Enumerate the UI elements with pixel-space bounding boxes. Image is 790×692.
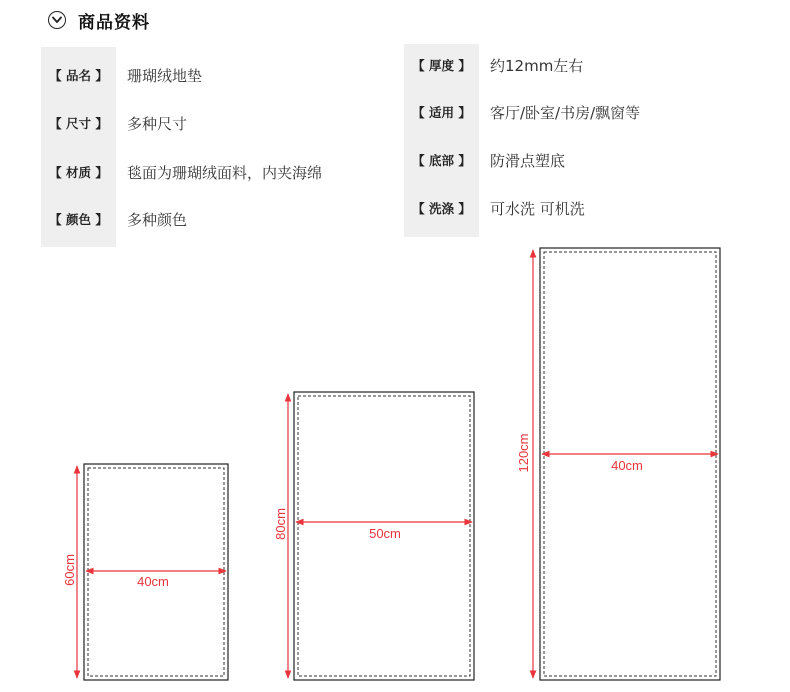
spec-label: 【 品名 】 xyxy=(49,68,108,83)
section-title: 商品资料 xyxy=(78,12,150,33)
height-label: 120cm xyxy=(516,433,531,473)
spec-label: 【 厚度 】 xyxy=(412,58,471,73)
spec-value: 客厅/卧室/书房/飘窗等 xyxy=(490,103,641,122)
mat-50x80 xyxy=(273,392,474,680)
spec-label: 【 颜色 】 xyxy=(49,212,108,227)
height-label: 60cm xyxy=(62,554,77,586)
width-label: 50cm xyxy=(369,526,401,541)
spec-label: 【 尺寸 】 xyxy=(49,116,108,131)
mat-40x60 xyxy=(62,464,228,680)
spec-value: 毯面为珊瑚绒面料，内夹海绵 xyxy=(127,163,323,182)
spec-value: 珊瑚绒地垫 xyxy=(127,66,203,85)
spec-value: 防滑点塑底 xyxy=(490,151,566,170)
spec-value: 可水洗 可机洗 xyxy=(490,199,585,218)
spec-value: 多种颜色 xyxy=(127,210,188,229)
spec-label: 【 洗涤 】 xyxy=(412,201,471,216)
spec-value: 约12mm左右 xyxy=(490,56,584,75)
spec-label: 【 材质 】 xyxy=(49,165,108,180)
spec-label: 【 底部 】 xyxy=(412,153,471,168)
height-label: 80cm xyxy=(273,508,288,540)
width-label: 40cm xyxy=(137,574,169,589)
width-label: 40cm xyxy=(611,458,643,473)
spec-value: 多种尺寸 xyxy=(127,114,188,133)
mat-40x120 xyxy=(516,248,720,680)
mat-outline xyxy=(84,464,228,680)
spec-label: 【 适用 】 xyxy=(412,105,471,120)
